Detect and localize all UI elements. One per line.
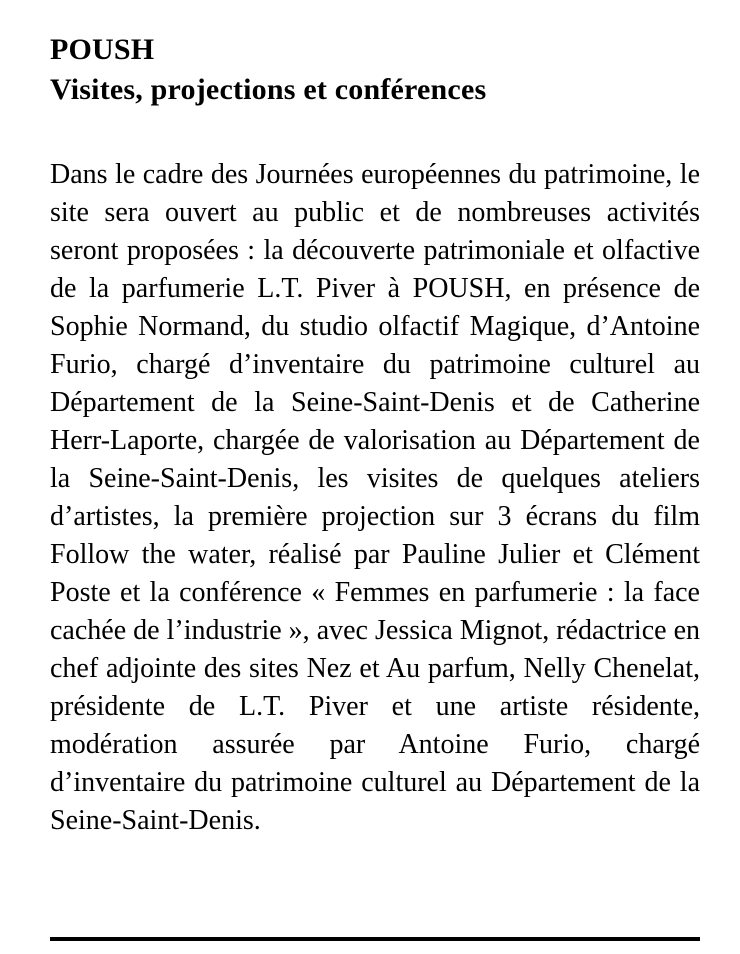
article-paragraph: Dans le cadre des Journées européennes du patrimoine, le site sera ouvert au public et de nombreuses activités seront proposées : la découverte patrimoniale et olfactive de la parfumerie L.T. Piver à POUSH, en présence de Sophie Normand, du studio olfactif Magique, d’Antoine Furio, chargé d’inventaire du patrimoine culturel au Département de la Seine-Saint-Denis et de Catherine Herr-Laporte, chargée de valorisation au Département de la Seine-Saint-Denis, les visites de quelques ateliers d’artistes, la première projection sur 3 écrans du film Follow the water, réalisé par Pauline Julier et Clément Poste et la conférence « Femmes en parfumerie : la face cachée de l’industrie », avec Jessica Mignot, rédactrice en chef adjointe des sites Nez et Au parfum, Nelly Chenelat, présidente de L.T. Piver et une artiste résidente, modération assurée par Antoine Furio, chargé d’inventaire du patrimoine culturel au Département de la Seine-Saint-Denis. xyxy=(50,159,700,836)
article-title-line1: POUSH xyxy=(50,33,155,66)
article-title-line2: Visites, projections et conférences xyxy=(50,73,487,106)
footer-divider xyxy=(50,937,700,941)
article-title xyxy=(50,30,700,110)
